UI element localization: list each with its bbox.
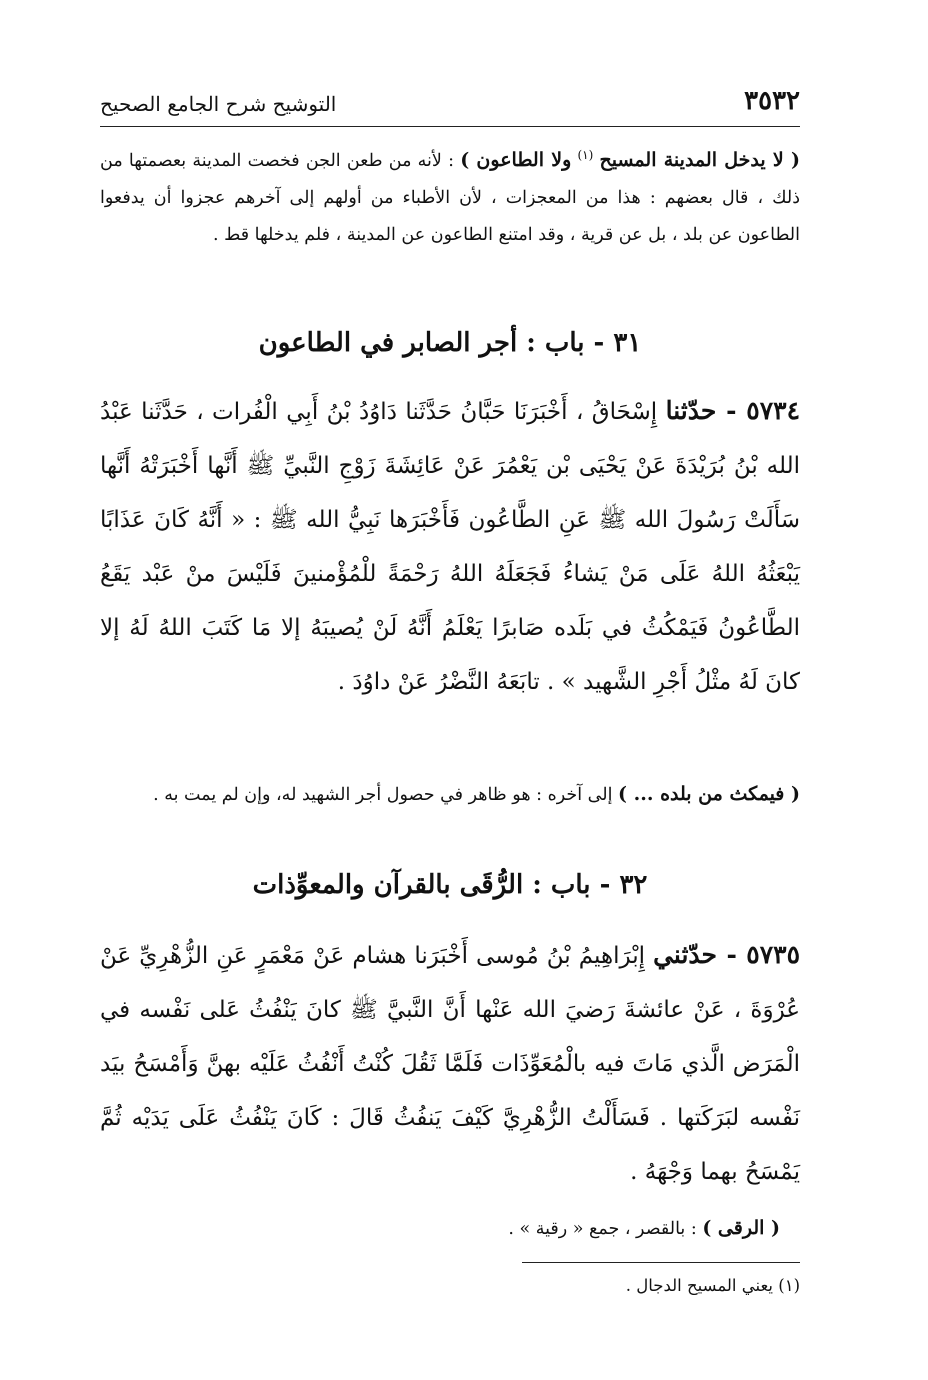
- page-number: ٣٥٣٢: [744, 86, 800, 116]
- hadith-lead: ٥٧٣٥ - حدّثني: [653, 940, 800, 969]
- commentary-label: ( لا يدخل المدينة المسيح: [599, 149, 800, 171]
- footnote-divider: [522, 1262, 800, 1263]
- commentary-label: ( فيمكث من بلده ... ): [618, 783, 800, 805]
- commentary-label: ( الرقى ): [702, 1217, 780, 1239]
- commentary-paragraph-1: [100, 142, 800, 254]
- commentary-label-2: ولا الطاعون ): [460, 149, 572, 171]
- hadith-5734: [100, 384, 800, 709]
- hadith-lead: ٥٧٣٤ - حدّثنا: [665, 396, 801, 425]
- commentary-paragraph-3: [100, 1210, 800, 1248]
- commentary-text: : لأنه من طعن الجن فخصت المدينة بعصمتها من ذلك ، قال بعضهم : هذا من المعجزات ، لأن الأطباء من أولهم إلى آخرهم عجزوا أن يدفعوا الطاعون عن بلد ، بل عن قرية ، وقد امتنع الطاعون عن المدينة ، فلم يدخلها قط .: [100, 151, 800, 245]
- commentary-text: : بالقصر ، جمع « رقية » .: [508, 1219, 703, 1239]
- hadith-5735: [100, 928, 800, 1199]
- hadith-text: إِسْحَاقُ ، أَخْبَرَنَا حَبَّانُ حَدَّثَنا دَاوُدُ بْنُ أَبِي الْفُرات ، حَدَّثَنا عَبْدُ الله بْنُ بُرَيْدَةَ عَنْ يَحْيَى بْن يَعْمُرَ عَنْ عَائِشَةَ زَوْجِ النَّبيِّ ﷺ أَنَّها أَخْبَرَتْهُ أَنَّها سَأَلَتْ رَسُولَ الله ﷺ عَنِ الطَّاعُون فَأَخْبَرَها نَبِيُّ الله ﷺ : « أَنَّهُ كَانَ عَذَابًا يَبْعَثُهُ اللهُ عَلَى مَنْ يَشاءُ فَجَعَلَهُ اللهُ رَحْمَةً للْمُؤْمنينَ فَلَيْسَ منْ عَبْد يَقَعُ الطَّاعُونُ فَيَمْكُثُ في بَلَده صَابرًا يَعْلَمُ أَنَّهُ لَنْ يُصيبَهُ إلا مَا كَتَبَ اللهُ لَهُ إلا كانَ لَهُ مثْلُ أَجْرِ الشَّهيد » . تابَعَهُ النَّضْرُ عَنْ داوُدَ .: [100, 399, 800, 695]
- hadith-text: إِبْرَاهِيمُ بْنُ مُوسى أَخْبَرَنا هشام عَنْ مَعْمَرٍ عَنِ الزُّهْرِيِّ عَنْ عُرْوَةَ ، عَنْ عائشةَ رَضيَ الله عَنْها أَنَّ النَّبيَّ ﷺ كانَ يَنْفُثُ عَلى نَفْسه في الْمَرَض الَّذي مَاتَ فيه بالْمُعَوِّذَات فَلَمَّا ثَقُلَ كُنْتُ أَنْفُثُ عَلَيْه بهنَّ وَأَمْسَحُ بيَد نَفْسه لبَرَكَتها . فَسَأَلْتُ الزُّهْرِيَّ كَيْفَ يَنفُثُ قَالَ : كَانَ يَنْفُثُ عَلَى يَدَيْه ثُمَّ يَمْسَحُ بهما وَجْهَهُ .: [100, 943, 800, 1185]
- running-title: التوشيح شرح الجامع الصحيح: [100, 92, 337, 116]
- chapter-heading-32: ٣٢ - باب : الرُّقَى بالقرآن والمعوِّذات: [252, 870, 648, 900]
- chapter-heading-31: ٣١ - باب : أجر الصابر في الطاعون: [258, 328, 642, 358]
- book-page: [100, 0, 800, 1380]
- footnote: (١) يعني المسيح الدجال .: [625, 1276, 800, 1295]
- footnote-reference[interactable]: (١): [577, 148, 594, 163]
- page-header: [100, 82, 800, 127]
- commentary-text: إلى آخره : هو ظاهر في حصول أجر الشهيد له، وإن لم يمت به .: [153, 785, 618, 805]
- commentary-paragraph-2: [100, 776, 800, 814]
